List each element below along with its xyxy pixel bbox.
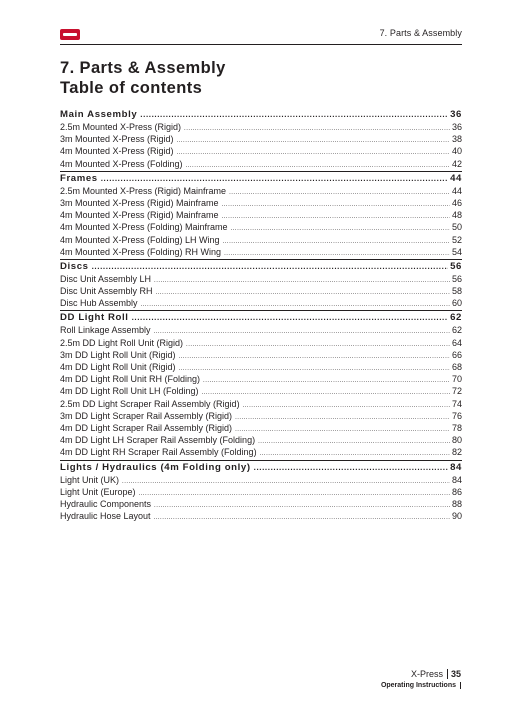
- toc-entry-row[interactable]: [60, 422, 462, 434]
- toc-page-number: 60: [451, 298, 462, 309]
- toc-leader-dots: [101, 172, 448, 185]
- toc-entry-row[interactable]: [60, 410, 462, 422]
- table-of-contents: [60, 108, 462, 522]
- toc-entry-label: 4m DD Light RH Scraper Rail Assembly (Folding): [60, 447, 257, 458]
- toc-entry-label: 3m Mounted X-Press (Rigid): [60, 134, 174, 145]
- toc-entry-label: Light Unit (UK): [60, 474, 120, 485]
- footer-product: X-Press: [411, 669, 448, 679]
- toc-entry-label: 4m Mounted X-Press (Rigid): [60, 146, 174, 157]
- toc-entry-row[interactable]: [60, 337, 462, 349]
- toc-entry-label: 4m DD Light Roll Unit RH (Folding): [60, 374, 201, 385]
- toc-page-number: 64: [451, 337, 462, 348]
- toc-entry-label: 4m Mounted X-Press (Folding): [60, 158, 183, 169]
- toc-entry-row[interactable]: [60, 361, 462, 373]
- toc-page-number: 84: [450, 461, 462, 473]
- toc-leader-dots: [254, 461, 448, 474]
- toc-page-number: 74: [451, 398, 462, 409]
- toc-page-number: 56: [451, 273, 462, 284]
- toc-page-number: 62: [451, 325, 462, 336]
- toc-entry-label: Hydraulic Components: [60, 498, 152, 509]
- toc-page-number: 84: [451, 474, 462, 485]
- toc-entry-label: Disc Unit Assembly RH: [60, 286, 153, 297]
- toc-section-row[interactable]: [60, 171, 462, 185]
- toc-leader-dots: [231, 223, 450, 235]
- footer-product-line: [381, 668, 461, 680]
- toc-section-label: Discs: [60, 260, 89, 272]
- toc-leader-dots: [139, 488, 450, 500]
- page-header: [60, 28, 462, 42]
- toc-entry-label: 2.5m Mounted X-Press (Rigid): [60, 122, 182, 132]
- toc-entry-label: 4m Mounted X-Press (Folding) LH Wing: [60, 234, 220, 245]
- toc-page-number: 82: [451, 447, 462, 458]
- toc-leader-dots: [235, 424, 450, 436]
- toc-leader-dots: [132, 311, 449, 324]
- toc-leader-dots: [154, 512, 450, 524]
- toc-entry-label: 2.5m DD Light Roll Unit (Rigid): [60, 337, 184, 348]
- toc-entry-label: 4m DD Light Roll Unit LH (Folding): [60, 386, 199, 397]
- toc-page-number: 72: [451, 386, 462, 397]
- toc-entry-row[interactable]: [60, 373, 462, 385]
- toc-entry-row[interactable]: [60, 145, 462, 157]
- toc-leader-dots: [92, 260, 449, 273]
- toc-entry-row[interactable]: [60, 221, 462, 233]
- toc-page-number: 36: [451, 122, 462, 132]
- toc-leader-dots: [243, 400, 450, 412]
- toc-page-number: 48: [451, 210, 462, 221]
- toc-entry-row[interactable]: [60, 498, 462, 510]
- toc-entry-label: 4m DD Light Roll Unit (Rigid): [60, 362, 176, 372]
- toc-section-row[interactable]: [60, 259, 462, 273]
- toc-entry-label: 3m Mounted X-Press (Rigid) Mainframe: [60, 197, 219, 208]
- toc-entry-row[interactable]: [60, 133, 462, 145]
- toc-leader-dots: [154, 275, 450, 287]
- toc-entry-row[interactable]: [60, 121, 462, 133]
- page-footer: [381, 668, 461, 692]
- toc-leader-dots: [223, 236, 450, 248]
- toc-entry-label: 4m Mounted X-Press (Folding) Mainframe: [60, 222, 228, 233]
- toc-entry-label: 4m DD Light Scraper Rail Assembly (Rigid): [60, 422, 233, 433]
- toc-entry-label: 4m Mounted X-Press (Rigid) Mainframe: [60, 210, 219, 221]
- toc-leader-dots: [141, 299, 450, 311]
- toc-entry-label: Roll Linkage Assembly: [60, 325, 151, 336]
- toc-entry-row[interactable]: [60, 158, 462, 170]
- footer-subtitle: Operating Instructions: [381, 682, 461, 689]
- toc-entry-label: Disc Unit Assembly LH: [60, 273, 152, 284]
- toc-leader-dots: [122, 476, 450, 488]
- toc-page-number: 90: [451, 511, 462, 522]
- toc-entry-label: 3m DD Light Scraper Rail Assembly (Rigid): [60, 410, 233, 421]
- toc-page-number: 36: [450, 109, 462, 120]
- toc-entry-row[interactable]: [60, 446, 462, 458]
- toc-entry-row[interactable]: [60, 385, 462, 397]
- toc-page-number: 38: [451, 134, 462, 145]
- toc-page-number: 70: [451, 374, 462, 385]
- footer-subtitle-line: [381, 680, 461, 692]
- toc-entry-row[interactable]: [60, 246, 462, 258]
- toc-section-row[interactable]: [60, 310, 462, 324]
- toc-section-label: Lights / Hydraulics (4m Folding only): [60, 461, 251, 473]
- toc-page-number: 40: [451, 146, 462, 157]
- toc-leader-dots: [258, 436, 450, 448]
- toc-page-number: 66: [451, 349, 462, 360]
- toc-entry-row[interactable]: [60, 398, 462, 410]
- toc-leader-dots: [222, 199, 450, 211]
- toc-section-row[interactable]: [60, 108, 462, 121]
- toc-entry-row[interactable]: [60, 273, 462, 285]
- toc-entry-row[interactable]: [60, 297, 462, 309]
- toc-page-number: 50: [451, 222, 462, 233]
- toc-page-number: 42: [451, 158, 462, 169]
- toc-leader-dots: [154, 500, 450, 512]
- toc-entry-row[interactable]: [60, 474, 462, 486]
- toc-entry-row[interactable]: [60, 324, 462, 336]
- toc-heading: Table of contents: [60, 79, 203, 97]
- page-titles: [60, 58, 226, 98]
- toc-page-number: 44: [450, 172, 462, 184]
- toc-entry-row[interactable]: [60, 285, 462, 297]
- toc-leader-dots: [186, 160, 450, 172]
- toc-page-number: 52: [451, 234, 462, 245]
- toc-entry-label: Disc Hub Assembly: [60, 298, 138, 309]
- toc-section-label: DD Light Roll: [60, 312, 129, 324]
- toc-leader-dots: [229, 187, 450, 199]
- toc-entry-row[interactable]: [60, 434, 462, 446]
- toc-entry-label: 2.5m Mounted X-Press (Rigid) Mainframe: [60, 185, 227, 196]
- brand-logo-icon: [60, 29, 80, 40]
- toc-entry-row[interactable]: [60, 185, 462, 197]
- toc-page-number: 88: [451, 498, 462, 509]
- toc-leader-dots: [235, 412, 450, 424]
- header-divider: [60, 44, 462, 45]
- toc-leader-dots: [179, 363, 450, 375]
- toc-leader-dots: [154, 326, 450, 338]
- toc-section-label: Main Assembly: [60, 109, 138, 120]
- toc-page-number: 76: [451, 410, 462, 421]
- toc-entry-row[interactable]: [60, 197, 462, 209]
- toc-page-number: 54: [451, 246, 462, 257]
- toc-entry-row[interactable]: [60, 209, 462, 221]
- toc-leader-dots: [260, 448, 450, 460]
- toc-leader-dots: [177, 135, 450, 147]
- toc-leader-dots: [203, 375, 450, 387]
- toc-leader-dots: [224, 248, 450, 260]
- toc-entry-row[interactable]: [60, 234, 462, 246]
- toc-section-row[interactable]: [60, 460, 462, 474]
- footer-page-number: 35: [450, 669, 461, 679]
- toc-page-number: 78: [451, 422, 462, 433]
- toc-leader-dots: [156, 287, 450, 299]
- toc-leader-dots: [186, 339, 450, 351]
- toc-page-number: 58: [451, 286, 462, 297]
- toc-entry-row[interactable]: [60, 486, 462, 498]
- toc-page-number: 56: [450, 260, 462, 272]
- header-title: 7. Parts & Assembly: [379, 28, 462, 38]
- toc-entry-label: Hydraulic Hose Layout: [60, 511, 151, 522]
- toc-leader-dots: [184, 123, 450, 135]
- toc-entry-label: 3m DD Light Roll Unit (Rigid): [60, 349, 176, 360]
- toc-leader-dots: [177, 147, 450, 159]
- toc-entry-row[interactable]: [60, 510, 462, 522]
- toc-section-label: Frames: [60, 172, 98, 184]
- toc-page-number: 44: [451, 185, 462, 196]
- toc-entry-label: 2.5m DD Light Scraper Rail Assembly (Rigid): [60, 398, 240, 409]
- toc-page-number: 68: [451, 362, 462, 372]
- toc-entry-label: 4m Mounted X-Press (Folding) RH Wing: [60, 246, 222, 257]
- chapter-title: 7. Parts & Assembly: [60, 59, 226, 77]
- toc-page-number: 46: [451, 197, 462, 208]
- toc-leader-dots: [179, 351, 450, 363]
- toc-entry-label: 4m DD Light LH Scraper Rail Assembly (Folding): [60, 435, 256, 446]
- toc-page-number: 86: [451, 486, 462, 497]
- toc-entry-label: Light Unit (Europe): [60, 486, 136, 497]
- toc-page-number: 62: [450, 312, 462, 324]
- toc-page-number: 80: [451, 435, 462, 446]
- toc-leader-dots: [140, 108, 448, 121]
- toc-leader-dots: [222, 211, 450, 223]
- toc-entry-row[interactable]: [60, 349, 462, 361]
